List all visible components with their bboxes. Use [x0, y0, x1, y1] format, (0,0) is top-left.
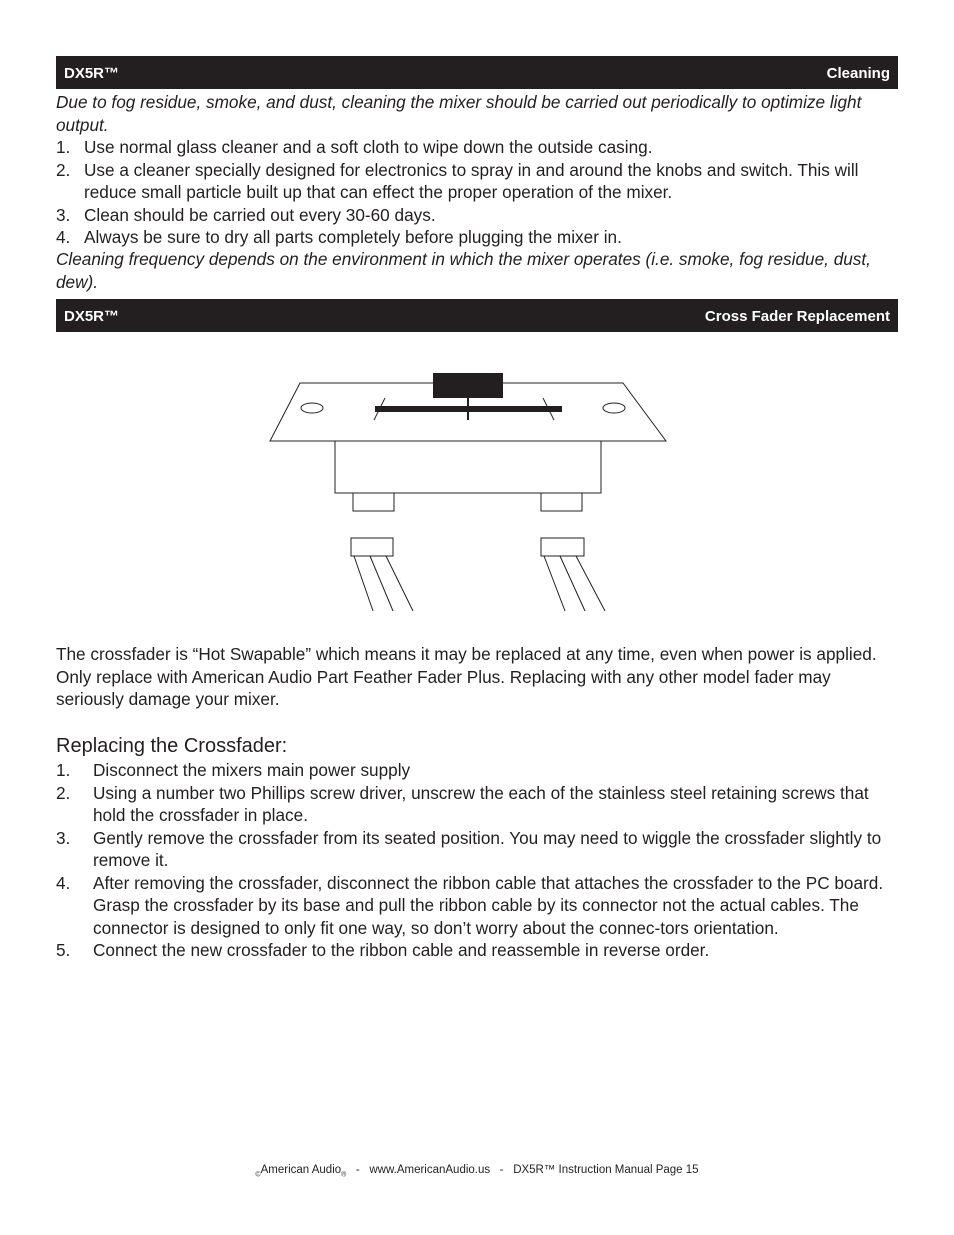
- footer-manual-page: DX5R™ Instruction Manual Page 15: [513, 1164, 699, 1176]
- step-number: 2.: [56, 782, 71, 803]
- step-number: 4.: [56, 227, 71, 247]
- product-name: DX5R™: [64, 308, 120, 325]
- section-title: Cross Fader Replacement: [704, 308, 890, 325]
- step-number: 1.: [56, 760, 71, 780]
- page-footer: [0, 1164, 954, 1178]
- step-text: Gently remove the crossfader from its seated position. You may need to wiggle the crossfader slightly to remove it.: [93, 827, 882, 870]
- step-text: Use normal glass cleaner and a soft cloth to wipe down the outside casing.: [84, 137, 653, 157]
- step-number: 3.: [56, 204, 71, 225]
- replacing-subheading: Replacing the Crossfader:: [56, 735, 288, 757]
- ribbon-wires-right: [544, 556, 605, 611]
- registered-symbol: ®: [341, 1171, 347, 1179]
- step-text: Connect the new crossfader to the ribbon cable and reassemble in reverse order.: [93, 940, 710, 960]
- step-text: Using a number two Phillips screw driver, unscrew the each of the stainless steel retaining screws that hold the crossfader in place.: [93, 782, 869, 825]
- list-item: [56, 827, 901, 872]
- step-text: Use a cleaner specially designed for electronics to spray in and around the knobs and switch. This will reduce small particle built up that can effect the proper operation of the mixer.: [84, 159, 859, 202]
- footer-separator: -: [355, 1164, 360, 1176]
- step-number: 5.: [56, 940, 71, 960]
- screw-hole-right: [603, 403, 625, 413]
- ribbon-plug-right: [541, 538, 584, 556]
- copyright-symbol: ©: [255, 1171, 261, 1179]
- screw-hole-left: [301, 403, 323, 413]
- ribbon-wires-left: [354, 556, 413, 611]
- step-text: Always be sure to dry all parts completely before plugging the mixer in.: [84, 227, 622, 247]
- fader-slot: [375, 406, 562, 412]
- crossfader-steps: [56, 759, 901, 962]
- cleaning-note: Cleaning frequency depends on the environment in which the mixer operates (i.e. smoke, fog residue, dust, dew).: [56, 249, 871, 292]
- step-text: Disconnect the mixers main power supply: [93, 760, 411, 780]
- footer-brand: American Audio: [260, 1164, 342, 1176]
- footer-website: www.AmericanAudio.us: [369, 1164, 491, 1176]
- ribbon-plug-left: [351, 538, 393, 556]
- connector-pin-left: [353, 493, 394, 511]
- list-item: [56, 759, 901, 782]
- cleaning-intro: Due to fog residue, smoke, and dust, cleaning the mixer should be carried out periodically to optimize light output.: [56, 92, 862, 135]
- step-number: 4.: [56, 872, 71, 893]
- step-text: After removing the crossfader, disconnect the ribbon cable that attaches the crossfader to the PC board. Grasp the crossfader by its base and pull the ribbon cable by its connector not the actual cables. The connector is designed to only fit one way, so don’t worry about the connec-tors orientation.: [93, 872, 884, 938]
- fader-body: [335, 441, 601, 493]
- fader-cap: [433, 373, 503, 398]
- step-text: Clean should be carried out every 30-60 days.: [84, 204, 436, 225]
- list-item: [56, 939, 901, 962]
- footer-separator: -: [499, 1164, 504, 1176]
- step-number: 2.: [56, 159, 71, 180]
- step-number: 3.: [56, 827, 71, 848]
- crossfader-intro: The crossfader is “Hot Swapable” which means it may be replaced at any time, even when power is applied. Only replace with American Audio Part Feather Fader Plus. Replacing with any other model fader may seriously damage your mixer.: [56, 644, 877, 709]
- product-name: DX5R™: [64, 65, 120, 82]
- list-item: [56, 782, 901, 827]
- connector-pin-right: [541, 493, 582, 511]
- list-item: [56, 872, 901, 940]
- section-title: Cleaning: [826, 65, 890, 82]
- step-number: 1.: [56, 137, 71, 157]
